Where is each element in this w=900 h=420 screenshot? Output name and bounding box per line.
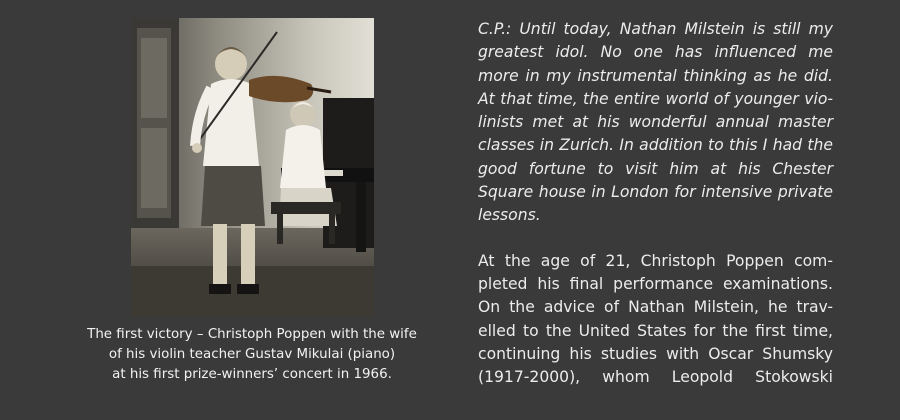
caption-line: at his first prize-winners’ concert in 1966. bbox=[112, 367, 392, 382]
body-line: At the age of 21, Christoph Poppen com- bbox=[478, 251, 833, 270]
quote-line: C.P.: Until today, Nathan Milstein is still my bbox=[478, 20, 833, 38]
quote-line: At that time, the entire world of younger vio- bbox=[478, 89, 833, 108]
photo-boy-violin-piano bbox=[131, 18, 374, 317]
interview-quote bbox=[478, 18, 833, 228]
body-line: continuing his studies with Oscar Shumsky bbox=[478, 344, 833, 363]
photo-caption bbox=[62, 325, 442, 385]
article-body bbox=[478, 250, 833, 390]
article-text bbox=[478, 18, 833, 389]
body-line: elled to the United States for the first time, bbox=[478, 321, 833, 340]
quote-line: lessons. bbox=[478, 206, 541, 225]
quote-line: good fortune to visit him at his Chester bbox=[478, 159, 833, 178]
body-line: On the advice of Nathan Milstein, he trav- bbox=[478, 298, 833, 317]
body-line: (1917-2000), whom Leopold Stokowski bbox=[478, 368, 833, 387]
caption-line: of his violin teacher Gustav Mikulai (piano) bbox=[108, 347, 396, 362]
quote-line: classes in Zurich. In addition to this I had the bbox=[478, 136, 833, 155]
quote-line: linists met at his wonderful annual master bbox=[478, 113, 833, 132]
body-line: pleted his final performance examinations. bbox=[478, 274, 833, 293]
quote-line: greatest idol. No one has influenced me bbox=[478, 43, 833, 62]
caption-line: The first victory – Christoph Poppen with the wife bbox=[87, 327, 417, 342]
quote-line: Square house in London for intensive private bbox=[478, 183, 833, 202]
quote-line: more in my instrumental thinking as he did. bbox=[478, 66, 833, 85]
